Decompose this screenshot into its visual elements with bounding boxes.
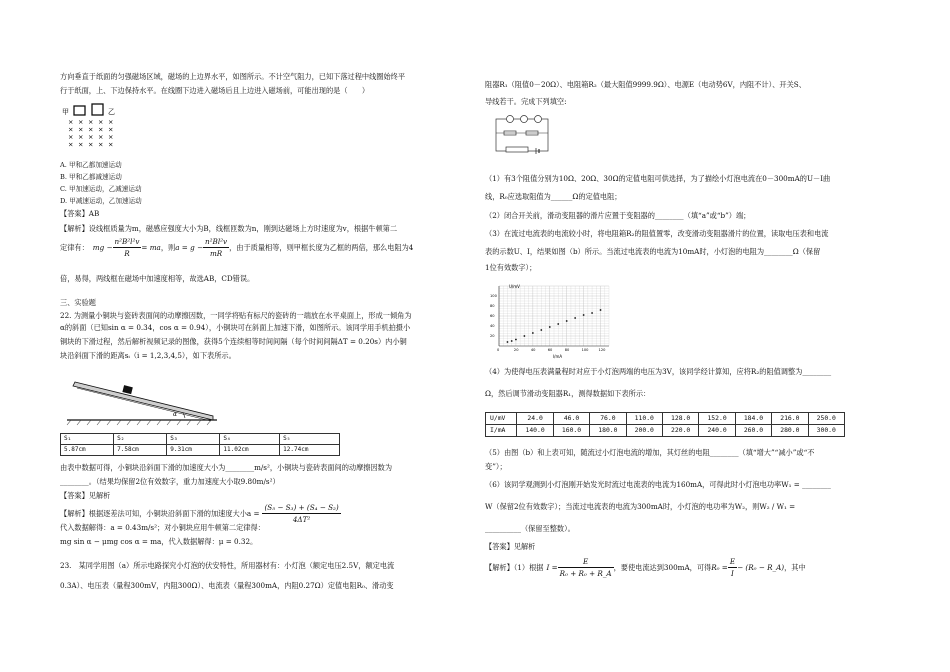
field-x-mark: × [98, 125, 104, 134]
table-row [486, 425, 845, 437]
copper-block [122, 385, 132, 394]
y-tick-label: 80 [490, 304, 495, 309]
field-x-mark: × [98, 133, 104, 141]
field-x-mark: × [68, 133, 74, 141]
table-cell: 152.0 [699, 413, 735, 425]
q22-frac-den: 4ΔT² [292, 515, 311, 525]
table-header: S₄ [220, 434, 280, 445]
data-point [557, 323, 559, 325]
q3-line: 表的示数U、I，结果如图（b）所示。当流过电流表的电流为10mA时，小灯泡的电阻为________Ω（保留 [485, 247, 821, 256]
q6-line: __________（保留至整数）。 [485, 524, 575, 533]
r-expl-line [485, 556, 806, 579]
q22-fraction [262, 502, 340, 525]
formula1-pre: mg − [92, 243, 113, 253]
q22-line: 铜块的下滑过程，然后解析视频记录的图像，获得5个连续相等时间间隔（每个时间间隔ΔT = 0.20s）内小铜 [60, 337, 407, 346]
x-tick-label: 100 [581, 348, 589, 352]
expl-end: ，其中 [784, 563, 806, 573]
answer: 【答案】AB [60, 209, 100, 218]
table-cell: 300.0 [808, 425, 844, 437]
formula1-post: = ma [141, 243, 161, 253]
q5-line: （5）由图（b）和上表可知，随流过小灯泡电流的增加，其灯丝的电阻________（填“增大”“减小”或“不 [485, 448, 815, 457]
table-cell: 9.31cm [167, 445, 220, 456]
q-intro-line: 行于纸面，上、下边保持水平。在线圈下边进入磁场后且上边进入磁场前，可能出现的是（ ） [60, 86, 370, 95]
ui-chart [485, 280, 620, 360]
f1-fraction [558, 556, 614, 579]
table-cell: 140.0 [517, 425, 553, 437]
y-tick-label: 100 [490, 294, 497, 299]
q6-line: （6）该同学观测到小灯泡刚开始发光时流过电流表的电流为160mA，可得此时小灯泡电功率W₁ = ________ [485, 480, 831, 489]
f2-post: − (R₀ − R_A) [737, 563, 785, 573]
table-cell: 216.0 [772, 413, 808, 425]
y-tick-label: 60 [490, 314, 495, 319]
expl-mid: ，要使电流达到300mA，可得 [613, 563, 712, 573]
formula1-num: n²B²l²v [113, 236, 142, 248]
field-x-mark: × [88, 133, 94, 141]
table-cell: 240.0 [699, 425, 735, 437]
table-cell: 76.0 [590, 413, 626, 425]
circuit-figure-a [490, 113, 555, 157]
field-x-mark: × [78, 140, 84, 149]
table-cell: 46.0 [553, 413, 589, 425]
table-cell: 220.0 [662, 425, 698, 437]
explanation-line: 【解析】设线框质量为m，磁感应强度大小为B，线框匝数为n，刚到达磁场上方时速度为v，根据牛顿第二 [60, 224, 398, 233]
label-yi: 乙 [108, 108, 115, 116]
chart-ylabel: U/mV [509, 284, 520, 289]
table-cell: 5.87cm [61, 445, 114, 456]
table-cell: 260.0 [735, 425, 771, 437]
field-x-mark: × [78, 133, 84, 141]
q22-line: 块沿斜面下滑的距离sᵢ（i = 1,2,3,4,5），如下表所示。 [60, 351, 236, 360]
field-x-mark: × [68, 125, 74, 134]
table-cell: 128.0 [662, 413, 698, 425]
q23-line: 23. 某同学用图（a）所示电路探究小灯泡的伏安特性，所用器材有：小灯泡（额定电压2.5V，额定电流 [60, 561, 395, 570]
answer: 【答案】见解析 [60, 491, 111, 500]
q2-line: （2）闭合开关前，滑动变阻器的滑片应置于变阻器的________（填“a”或“b”）端； [485, 211, 751, 220]
f1-lhs: I = [546, 563, 558, 573]
table-row [486, 413, 845, 425]
field-x-mark: × [108, 140, 114, 149]
field-x-mark: × [68, 140, 74, 149]
coil-jia [74, 106, 85, 115]
r-line: 阻器R₁（阻值0－20Ω）、电阻箱R₂（最大阻值9999.9Ω）、电源E（电动势6V，内阻不计）、开关S、 [485, 80, 806, 89]
table-header: S₃ [167, 434, 220, 445]
x-tick-label: 120 [598, 348, 606, 352]
expl-then: ，则 [160, 243, 176, 253]
expl-pre: 【解析】（1）根据 [485, 563, 544, 573]
table-cell: 7.58cm [114, 445, 167, 456]
table-cell: 200.0 [626, 425, 662, 437]
f1-num: E [558, 556, 614, 568]
field-x-mark: × [88, 118, 94, 126]
f2-num: E [728, 556, 737, 568]
q6-line: W（保留2位有效数字）；当流过电流表的电流为300mA时，小灯泡的电功率为W₂，则W₂ / W₁ = [485, 502, 796, 511]
x-tick-label: 0 [497, 348, 500, 352]
rheostat-r1 [506, 147, 528, 152]
x-tick-label: 80 [564, 348, 570, 352]
field-x-mark: × [108, 133, 114, 141]
data-point [515, 339, 517, 341]
label-jia: 甲 [62, 108, 69, 116]
q22-line: α的斜面（已知sin α = 0.34，cos α = 0.94），小铜块可在斜面上加速下滑，如图所示。该同学用手机拍摄小 [60, 323, 411, 332]
q5-line: 变”）； [485, 462, 507, 471]
table-cell: 250.0 [808, 413, 844, 425]
field-x-mark: × [98, 118, 104, 126]
data-point [591, 312, 593, 314]
chart-grid [499, 286, 609, 346]
f2-den: I [731, 569, 734, 579]
x-tick-label: 40 [530, 348, 536, 352]
formula1-fraction [113, 236, 142, 259]
table-header: S₅ [280, 434, 340, 445]
q22-frac-num: (S₅ − S₃) + (S₄ − S₂) [262, 502, 340, 514]
r-line: 导线若干。完成下列填空: [485, 97, 567, 106]
table-cell: 24.0 [517, 413, 553, 425]
x-tick-label: 60 [547, 348, 553, 352]
lamp-icon [521, 116, 528, 123]
y-tick-label: 40 [490, 324, 495, 329]
table-cell: 11.02cm [220, 445, 280, 456]
data-point [511, 340, 513, 342]
q3-line: 1位有效数字）； [485, 263, 537, 272]
angle-label: α [173, 411, 178, 418]
expl-label: 定律有： [60, 243, 89, 253]
data-point [574, 317, 576, 319]
chart-xlabel: I/mA [553, 354, 563, 359]
expl-cont: ，由于质量相等，则甲框长度为乙框的两倍，那么电阻为4 [229, 243, 414, 253]
table-cell: 184.0 [735, 413, 771, 425]
option-b: B. 甲和乙都减速运动 [60, 173, 122, 181]
field-x-mark: × [78, 118, 84, 126]
field-x-mark: × [98, 140, 104, 149]
q4-line: Ω，然后调节滑动变阻器R₁，测得数据如下表所示： [485, 389, 651, 398]
q22-ask: 由表中数据可得，小铜块沿斜面下滑的加速度大小为________m/s²，小铜块与瓷砖表面间的动摩擦因数为 [60, 463, 393, 472]
q22-expl-text: 【解析】根据逐差法可知，小铜块沿斜面下滑的加速度大小a = [60, 509, 260, 519]
option-a: A. 甲和乙都加速运动 [60, 161, 122, 169]
table-cell: 110.0 [626, 413, 662, 425]
field-x-marks [68, 118, 113, 149]
q23-line: 0.3A）、电压表（量程300mV，内阻300Ω）、电流表（量程300mA，内阻0.27Ω）定值电阻R₀、滑动变 [60, 581, 394, 590]
ui-table [485, 412, 845, 437]
q1-line: 线，R₀应选取阻值为______Ω的定值电阻； [485, 192, 622, 201]
data-point [600, 309, 602, 311]
field-x-mark: × [78, 125, 84, 134]
option-c: C. 甲加速运动，乙减速运动 [60, 185, 142, 193]
table-cell: 280.0 [772, 425, 808, 437]
formula1-den: R [124, 249, 130, 259]
option-d: D. 甲减速运动，乙加速运动 [60, 197, 142, 205]
table-cell: 160.0 [553, 425, 589, 437]
y-tick-label: 20 [490, 334, 495, 339]
tile-slab [73, 382, 213, 420]
field-x-mark: × [108, 118, 114, 126]
q-intro-line: 方向垂直于纸面的匀强磁场区域，磁场的上边界水平，如图所示。不计空气阻力，已知下落过程中线圈始终平 [60, 72, 406, 81]
section-title: 三、实验题 [60, 298, 96, 307]
q4-line: （4）为使得电压表满量程时对应于小灯泡两端的电压为3V，该同学经计算知，应将R₂的阻值调整为________ [485, 367, 832, 376]
explanation-formula-line [60, 236, 413, 259]
formula2-pre: a = g − [175, 243, 204, 253]
f2-lhs: R₀ = [711, 563, 728, 573]
table-row-label: I/mA [486, 425, 517, 437]
data-point [523, 335, 525, 337]
field-x-mark: × [88, 140, 94, 149]
formula2-fraction [203, 236, 229, 259]
q22-expl-line: mg sin α − μmg cos α = ma，代入数据解得：μ = 0.32。 [60, 537, 258, 546]
field-x-mark: × [68, 118, 74, 126]
voltmeter-icon [507, 116, 514, 123]
q22-expl-line: 代入数据解得：a = 0.43m/s²；对小铜块应用牛顿第二定律得： [60, 523, 265, 532]
data-point [566, 320, 568, 322]
incline-figure [65, 370, 225, 428]
table-row [61, 434, 340, 445]
table-cell: 180.0 [590, 425, 626, 437]
coil-yi [92, 104, 103, 115]
table-row-label: U/mV [486, 413, 517, 425]
data-point [549, 326, 551, 328]
magnetic-field-figure [60, 103, 135, 151]
f1-den: R₀ + R₀ + R_A [559, 569, 612, 579]
q3-line: （3）在流过电流表的电流较小时，将电阻箱R₂的阻值置零，改变滑动变阻器滑片的位置，读取电压表和电流 [485, 229, 829, 238]
data-point [583, 314, 585, 316]
table-row [61, 445, 340, 456]
data-point [532, 332, 534, 334]
q22-line: 22. 为测量小铜块与瓷砖表面间的动摩擦因数，一同学将贴有标尺的瓷砖的一端放在水平桌面上，形成一倾角为 [60, 311, 412, 320]
field-x-mark: × [88, 125, 94, 134]
table-header: S₁ [61, 434, 114, 445]
x-tick-label: 20 [513, 348, 519, 352]
formula2-num: n²Bl²v [203, 236, 229, 248]
ammeter-icon [535, 116, 542, 123]
q1-line: （1）有3个阻值分别为10Ω、20Ω、30Ω的定值电阻可供选择，为了描绘小灯泡电流在0－300mA的U－I曲 [485, 174, 831, 183]
table-header: S₂ [114, 434, 167, 445]
q22-ask: ________。（结果均保留2位有效数字，重力加速度大小取9.80m/s²） [60, 477, 280, 486]
data-point [507, 341, 509, 343]
data-point [540, 329, 542, 331]
answer: 【答案】见解析 [485, 542, 536, 551]
table-cell: 12.74cm [280, 445, 340, 456]
field-x-mark: × [108, 125, 114, 134]
distance-table [60, 433, 340, 456]
f2-fraction [728, 556, 737, 579]
formula2-den: mR [209, 249, 223, 259]
explanation-line: 倍，易得，两线框在磁场中加速度相等，故选AB，CD错误。 [60, 274, 255, 283]
